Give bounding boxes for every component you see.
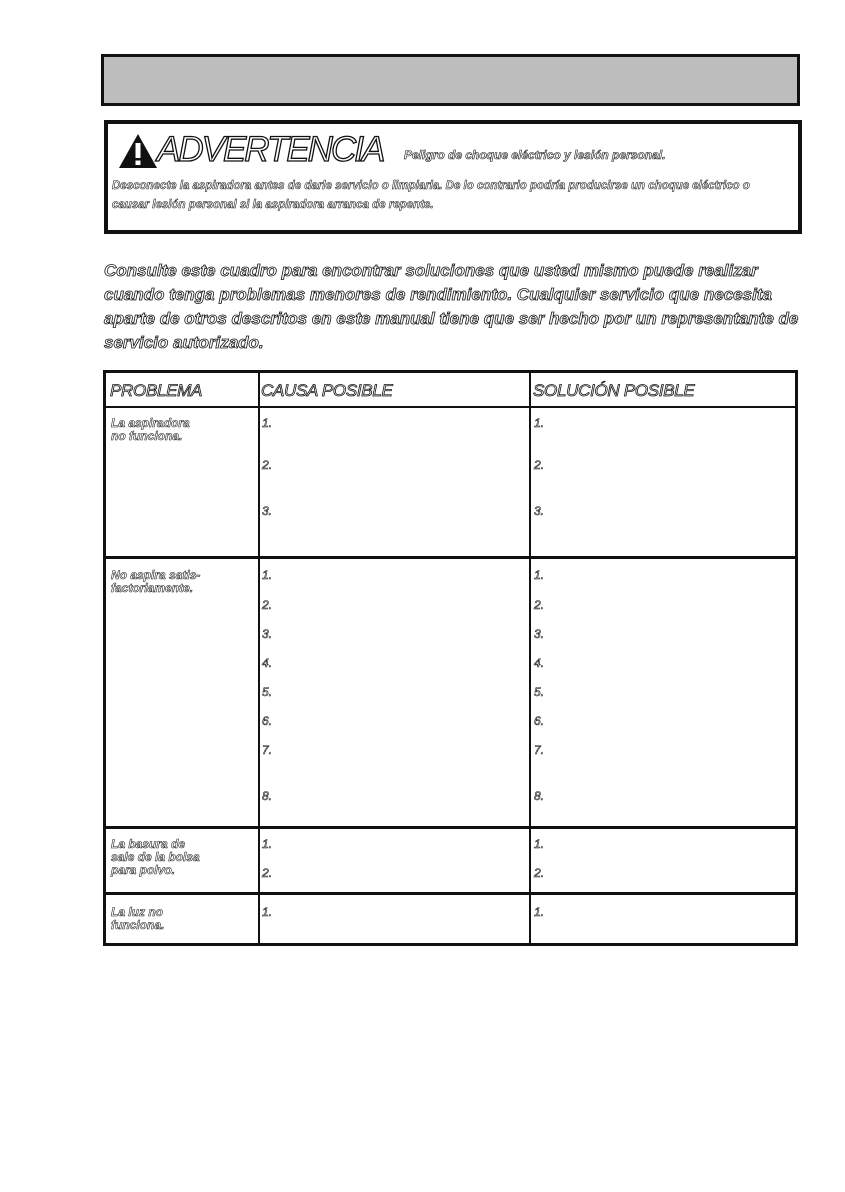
cause-number: 5. (262, 685, 273, 699)
intro-paragraph: Consulte este cuadro para encontrar soluciones que usted mismo puede realizar cuando tenga problemas menores de rendimiento. Cualquier servicio que necesita aparte de otros descritos en este manual tiene que ser hecho por un representante de servicio autorizado. (104, 261, 799, 352)
cause-number: 2. (262, 866, 273, 880)
cause-number: 1. (262, 905, 273, 919)
solution-number: 7. (534, 743, 545, 757)
cause-number: 1. (262, 416, 273, 430)
solution-number: 2. (534, 458, 545, 472)
header-cause: CAUSA POSIBLE (261, 381, 393, 400)
header-divider (106, 406, 795, 408)
cause-number: 3. (262, 504, 273, 518)
solution-number: 1. (534, 837, 545, 851)
problem-cell (111, 838, 200, 877)
problem-line: La aspiradora (111, 416, 190, 430)
solution-number: 2. (534, 866, 545, 880)
warning-box (104, 120, 802, 234)
problem-line: para polvo. (111, 863, 176, 877)
cause-number: 4. (262, 656, 273, 670)
cause-number: 2. (262, 458, 273, 472)
warning-subtitle: Peligro de choque eléctrico y lesión personal. (404, 148, 666, 162)
problem-line: factoriamente. (111, 581, 194, 595)
problem-cell (111, 569, 200, 595)
problem-line: funciona. (111, 918, 165, 932)
problem-line: La luz no (111, 905, 163, 919)
header-solution: SOLUCIÓN POSIBLE (533, 381, 695, 400)
solution-number: 3. (534, 627, 545, 641)
column-divider (529, 373, 531, 943)
problem-line: sale de la bolsa (111, 850, 200, 864)
solution-number: 1. (534, 568, 545, 582)
warning-text: Desconecte la aspiradora antes de darle servicio o limpiarla. De lo contrario podría producirse un choque eléctrico o causar lesión personal si la aspiradora arranca de repente. (112, 180, 750, 211)
header-problem: PROBLEMA (110, 381, 203, 400)
solution-number: 1. (534, 905, 545, 919)
warning-title: ADVERTENCIA (157, 130, 384, 169)
warning-triangle-icon (118, 133, 158, 169)
row-divider (106, 556, 795, 559)
problem-cell (111, 417, 190, 443)
cause-number: 3. (262, 627, 273, 641)
solution-number: 5. (534, 685, 545, 699)
problem-line: No aspira satis- (111, 568, 201, 582)
solution-number: 1. (534, 416, 545, 430)
section-title-bar (101, 54, 800, 106)
solution-number: 4. (534, 656, 545, 670)
problem-cell (111, 906, 164, 932)
solution-number: 2. (534, 598, 545, 612)
cause-number: 1. (262, 568, 273, 582)
cause-number: 7. (262, 743, 273, 757)
cause-number: 2. (262, 598, 273, 612)
problem-line: La basura de (111, 837, 186, 851)
solution-number: 6. (534, 714, 545, 728)
cause-number: 1. (262, 837, 273, 851)
column-divider (258, 373, 260, 943)
row-divider (106, 826, 795, 829)
row-divider (106, 892, 795, 895)
problem-line: no funciona. (111, 429, 183, 443)
cause-number: 6. (262, 714, 273, 728)
solution-number: 8. (534, 789, 545, 803)
troubleshooting-table (103, 370, 798, 946)
solution-number: 3. (534, 504, 545, 518)
cause-number: 8. (262, 789, 273, 803)
